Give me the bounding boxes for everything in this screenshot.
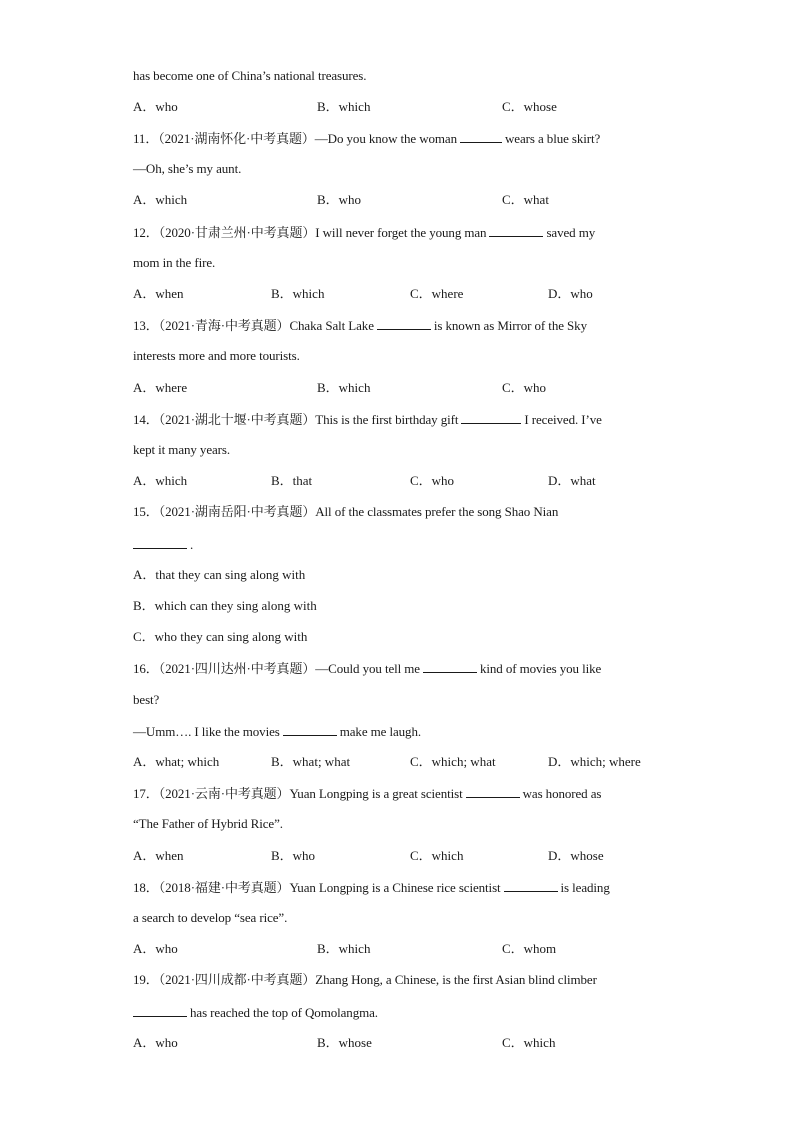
- q17-option-b: B．who: [271, 848, 316, 863]
- q19-option-b: B．whose: [317, 1035, 372, 1050]
- q10-option-b: B．which: [317, 99, 371, 114]
- q17-option-d: D．whose: [548, 848, 604, 863]
- q14-option-b: B．that: [271, 473, 313, 488]
- q15-stem: 15．（2021·湖南岳阳·中考真题）All of the classmates prefer the song Shao Nian: [133, 504, 559, 519]
- q12-option-a: A．when: [133, 286, 184, 301]
- q17-option-a: A．when: [133, 848, 184, 863]
- q11-option-b: B．who: [317, 192, 362, 207]
- answer-blank: [461, 411, 521, 424]
- q11-option-c: C．what: [502, 192, 549, 207]
- q14-line2: kept it many years.: [133, 442, 231, 457]
- q12-option-b: B．which: [271, 286, 325, 301]
- q10-option-a: A．who: [133, 99, 178, 114]
- q15-option-a: A．that they can sing along with: [133, 567, 306, 582]
- q16-option-a: A．what; which: [133, 754, 220, 769]
- q16-option-c: C．which; what: [410, 754, 496, 769]
- q15-option-b: B．which can they sing along with: [133, 598, 317, 613]
- q15-line2: .: [133, 536, 193, 553]
- q16-option-d: D．which; where: [548, 754, 641, 769]
- answer-blank: [489, 224, 543, 237]
- q13-option-c: C．who: [502, 380, 547, 395]
- q16-option-b: B．what; what: [271, 754, 351, 769]
- q16-line3: —Umm…. I like the movies make me laugh.: [133, 724, 422, 739]
- q15-option-c: C．who they can sing along with: [133, 629, 308, 644]
- q18-stem: 18．（2018·福建·中考真题）Yuan Longping is a Chinese rice scientist is leading: [133, 880, 610, 895]
- answer-blank: [466, 785, 520, 798]
- q12-option-c: C．where: [410, 286, 464, 301]
- q12-stem: 12．（2020·甘肃兰州·中考真题）I will never forget the young man saved my: [133, 225, 596, 240]
- q12-line2: mom in the fire.: [133, 255, 216, 270]
- answer-blank: [133, 1004, 187, 1017]
- q19-stem: 19．（2021·四川成都·中考真题）Zhang Hong, a Chinese, is the first Asian blind climber: [133, 972, 597, 987]
- q14-option-d: D．what: [548, 473, 596, 488]
- answer-blank: [283, 723, 337, 736]
- q10-continuation: has become one of China’s national treasures.: [133, 68, 367, 83]
- q11-line2: —Oh, she’s my aunt.: [133, 161, 242, 176]
- q10-option-c: C．whose: [502, 99, 557, 114]
- q14-stem: 14．（2021·湖北十堰·中考真题）This is the first birthday gift I received. I’ve: [133, 412, 602, 427]
- q13-option-a: A．where: [133, 380, 188, 395]
- q18-option-a: A．who: [133, 941, 178, 956]
- q19-option-c: C．which: [502, 1035, 556, 1050]
- q18-line2: a search to develop “sea rice”.: [133, 910, 288, 925]
- q11-option-a: A．which: [133, 192, 188, 207]
- answer-blank: [133, 536, 187, 549]
- q16-line2: best?: [133, 692, 160, 707]
- q16-stem: 16．（2021·四川达州·中考真题）—Could you tell me kind of movies you like: [133, 661, 602, 676]
- q14-option-a: A．which: [133, 473, 188, 488]
- q17-stem: 17．（2021·云南·中考真题）Yuan Longping is a great scientist was honored as: [133, 786, 602, 801]
- q18-option-b: B．which: [317, 941, 371, 956]
- answer-blank: [504, 879, 558, 892]
- answer-blank: [460, 130, 502, 143]
- q19-line2: has reached the top of Qomolangma.: [133, 1004, 378, 1021]
- q13-option-b: B．which: [317, 380, 371, 395]
- q17-line2: “The Father of Hybrid Rice”.: [133, 816, 283, 831]
- q13-stem: 13．（2021·青海·中考真题）Chaka Salt Lake is known as Mirror of the Sky: [133, 318, 587, 333]
- answer-blank: [423, 660, 477, 673]
- q11-stem: 11．（2021·湖南怀化·中考真题）—Do you know the woman wears a blue skirt?: [133, 131, 601, 146]
- q12-option-d: D．who: [548, 286, 593, 301]
- q17-option-c: C．which: [410, 848, 464, 863]
- q18-option-c: C．whom: [502, 941, 557, 956]
- q13-line2: interests more and more tourists.: [133, 348, 300, 363]
- q14-option-c: C．who: [410, 473, 455, 488]
- answer-blank: [377, 317, 431, 330]
- q19-option-a: A．who: [133, 1035, 178, 1050]
